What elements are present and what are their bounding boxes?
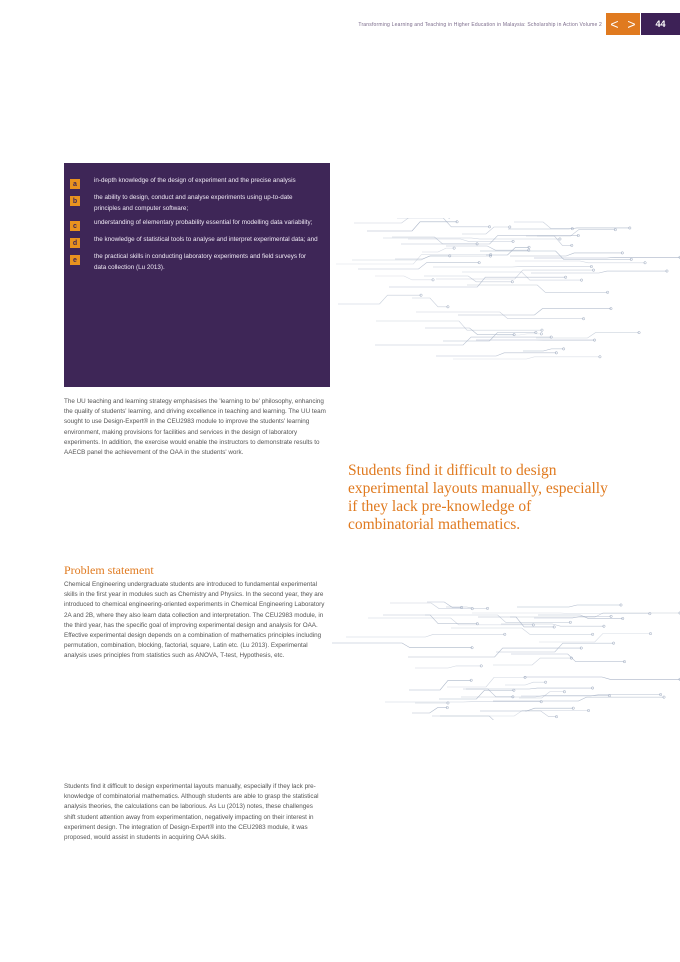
circuit-line xyxy=(446,246,529,250)
objective-text: understanding of elementary probability essential for modelling data variability; xyxy=(94,219,313,226)
section-heading: Problem statement xyxy=(64,563,154,577)
objective-item xyxy=(70,193,320,214)
circuit-line xyxy=(432,716,546,720)
circuit-line xyxy=(354,218,449,223)
circuit-line xyxy=(338,295,421,304)
objective-text: the knowledge of statistical tools to analyse and interpret experimental data; and xyxy=(94,236,318,243)
circuit-line xyxy=(408,648,581,657)
objective-item xyxy=(70,218,320,231)
circuit-line xyxy=(462,227,510,234)
running-title: Transforming Learning and Teaching in Higher Education in Malaysia: Scholarship in Action Volume 2 xyxy=(358,22,602,28)
intro-paragraph: The UU teaching and learning strategy emphasises the 'learning to be' philosophy, enhancing the quality of students' learning, and driving excellence in teaching and learning. The UU team sought to use Design-Expert® in the CEU2983 module to improve the students' learning environment, making provisions for facilities and services in the design of laboratory experiments. In addition, the exercise would enable the instructors to demonstrate results to AAECB panel the achievement of the OAA in the students' work. xyxy=(64,398,326,457)
circuit-line xyxy=(346,634,505,637)
circuit-line xyxy=(436,270,594,279)
objective-text: in-depth knowledge of the design of experiment and the precise analysis xyxy=(94,177,296,184)
circuit-line xyxy=(515,261,645,263)
circuit-line xyxy=(537,236,572,245)
objective-text: the ability to design, conduct and analyse experiments using up-to-date principles and computer software; xyxy=(94,194,293,212)
circuit-line xyxy=(436,353,556,356)
circuit-line xyxy=(389,277,566,287)
circuit-line xyxy=(409,680,471,690)
problem-paragraph: Chemical Engineering undergraduate students are introduced to fundamental experimental skills in the first year in modules such as Chemistry and Physics. In the second year, they are introduced to chemical engineering-oriented experiments in Chemical Engineering Laboratory 2A and 2B, where they also learn data collection and interpretation. The CEU2983 module, in the third year, has the specific goal of improving experimental design and analysis for OAA. Effective experimental design depends on a combination of mathematics principles including permutation, combination, blocking, factorial, square, Latin etc. (Lu 2013). Experimental analysis uses principles from statistics such as ANOVA, T-test, Hypothesis, etc. xyxy=(64,581,325,660)
objective-item xyxy=(70,252,320,273)
circuit-line xyxy=(493,658,571,665)
page-number: 44 xyxy=(641,13,680,35)
circuit-line xyxy=(425,615,570,622)
circuit-line xyxy=(425,328,514,335)
circuit-decoration-bottom xyxy=(330,600,680,720)
circuit-line xyxy=(525,711,557,717)
next-page-button[interactable]: > xyxy=(627,16,636,32)
circuit-line xyxy=(453,357,600,359)
circuit-line xyxy=(536,333,639,338)
circuit-line xyxy=(397,218,490,227)
circuit-line xyxy=(408,239,513,241)
objective-bullet-icon: a xyxy=(70,179,80,189)
objective-bullet-icon: e xyxy=(70,255,80,265)
pull-quote: Students find it difficult to design experimental layouts manually, especially if they lack pre-knowledge of combinatorial mathematics. xyxy=(348,462,608,533)
circuit-line xyxy=(416,312,584,319)
circuit-line xyxy=(390,603,472,609)
objective-bullet-icon: c xyxy=(70,221,80,231)
circuit-line xyxy=(332,643,472,648)
circuit-line xyxy=(383,615,477,624)
circuit-line xyxy=(352,256,490,260)
objective-text: the practical skills in conducting laboratory experiments and field surveys for data collection (Lu 2013). xyxy=(94,253,307,271)
circuit-line xyxy=(493,697,664,701)
objective-bullet-icon: d xyxy=(70,238,80,248)
circuit-line xyxy=(395,256,450,259)
circuit-line xyxy=(526,230,615,236)
circuit-line xyxy=(505,682,546,685)
circuit-line xyxy=(523,349,564,351)
objective-item xyxy=(70,235,320,248)
prev-page-button[interactable]: < xyxy=(610,16,619,32)
circuit-line xyxy=(412,708,447,713)
circuit-line xyxy=(451,628,593,634)
objective-bullet-icon: b xyxy=(70,196,80,206)
page-nav xyxy=(606,13,640,35)
circuit-line xyxy=(478,617,554,627)
circuit-decoration-top xyxy=(330,218,680,368)
circuit-line xyxy=(514,222,572,229)
circuit-line xyxy=(467,285,608,292)
circuit-line xyxy=(440,711,589,716)
circuit-line xyxy=(517,605,621,607)
circuit-line xyxy=(539,634,651,642)
circuit-line xyxy=(447,677,525,687)
circuit-line xyxy=(496,643,614,652)
objectives-box xyxy=(64,163,330,387)
circuit-line xyxy=(510,253,622,256)
circuit-line xyxy=(358,263,479,269)
circuit-line xyxy=(531,271,667,273)
circuit-line xyxy=(376,321,542,330)
circuit-line xyxy=(466,688,593,689)
circuit-line xyxy=(534,257,680,258)
circuit-line xyxy=(415,666,481,668)
circuit-line xyxy=(524,677,680,679)
circuit-line xyxy=(439,690,514,699)
circuit-line xyxy=(427,602,462,607)
objective-item xyxy=(70,176,320,189)
circuit-line xyxy=(375,276,433,280)
circuit-line xyxy=(412,298,448,307)
circuit-line xyxy=(422,248,454,252)
challenge-paragraph: Students find it difficult to design experimental layouts manually, especially if they lack pre-knowledge of combinatorial mathematics. Although students are able to grasp the statistical analysis theories, the calculations can be laborious. As Lu (2013) notes, these challenges shift student attention away from experimentation, negatively impacting on their interest in experiment design. The integration of Design-Expert® into the CEU2983 module, it was proposed, would assist in students in acquiring OAA skills. xyxy=(64,783,319,842)
